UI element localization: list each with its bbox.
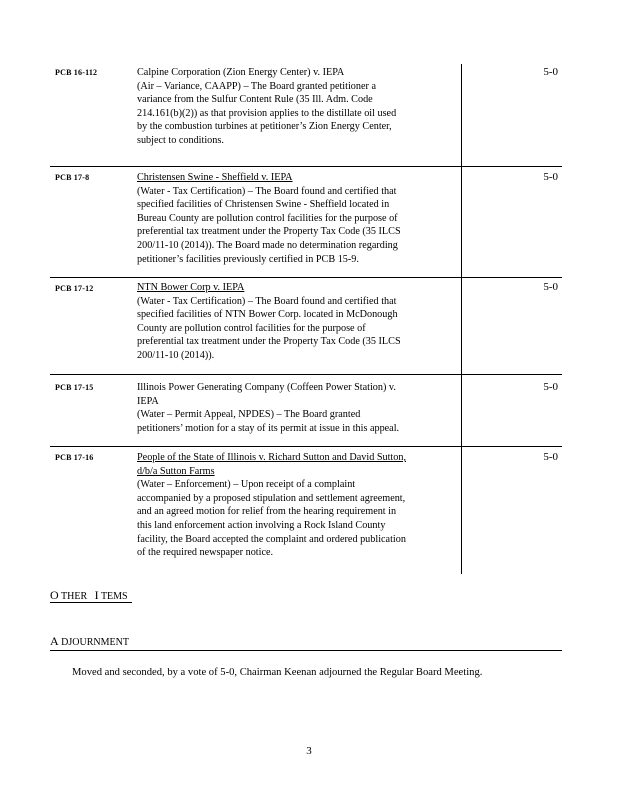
case-table	[50, 64, 562, 574]
case-description	[137, 451, 455, 560]
column-divider	[461, 167, 462, 277]
case-line: (Air – Variance, CAAPP) – The Board granted petitioner a	[137, 80, 376, 92]
vote-result: 5-0	[543, 451, 558, 463]
case-line: variance from the Sulfur Content Rule (35 Ill. Adm. Code	[137, 94, 373, 106]
case-line: by the combustion turbines at petitioner’s Zion Energy Center,	[137, 121, 392, 133]
case-number: PCB 17-8	[55, 173, 90, 182]
case-title: NTN Bower Corp v. IEPA	[137, 282, 245, 293]
column-divider	[461, 375, 462, 446]
case-line: this land enforcement action involving a Rock Island County	[137, 519, 386, 531]
case-line: (Water – Permit Appeal, NPDES) – The Board granted	[137, 409, 361, 421]
case-row	[50, 375, 562, 447]
case-line: of the required newspaper notice.	[137, 547, 274, 559]
vote-result: 5-0	[543, 171, 558, 183]
case-line: (Water – Enforcement) – Upon receipt of a complaint	[137, 479, 356, 491]
case-line: 200/11-10 (2014)).	[137, 349, 215, 361]
case-line: accompanied by a proposed stipulation and settlement agreement,	[137, 492, 406, 504]
vote-result: 5-0	[543, 66, 558, 78]
case-line: (Water - Tax Certification) – The Board found and certified that	[137, 295, 397, 307]
case-line: specified facilities of Christensen Swine - Sheffield located in	[137, 199, 390, 211]
case-row	[50, 447, 562, 574]
case-line: subject to conditions.	[137, 134, 224, 146]
column-divider	[461, 64, 462, 166]
case-description	[137, 171, 455, 266]
column-divider	[461, 447, 462, 574]
case-line: preferential tax treatment under the Property Tax Code (35 ILCS	[137, 336, 401, 348]
case-row	[50, 278, 562, 375]
case-line: specified facilities of NTN Bower Corp. located in McDonough	[137, 309, 398, 321]
case-number: PCB 16-112	[55, 68, 98, 77]
case-line: (Water - Tax Certification) – The Board found and certified that	[137, 185, 397, 197]
case-line: facility, the Board accepted the complaint and ordered publication	[137, 533, 406, 545]
case-line: 214.161(b)(2)) as that provision applies to the distillate oil used	[137, 107, 397, 119]
case-line: preferential tax treatment under the Property Tax Code (35 ILCS	[137, 226, 401, 238]
section-heading-other-items: O THER I TEMS	[50, 588, 128, 602]
vote-result: 5-0	[543, 381, 558, 393]
case-number: PCB 17-15	[55, 383, 94, 392]
section-rule	[50, 650, 562, 651]
case-title: People of the State of Illinois v. Richard Sutton and David Sutton,	[137, 452, 406, 463]
section-underline	[50, 602, 132, 603]
case-description	[137, 281, 455, 363]
case-line: Bureau County are pollution control facilities for the purpose of	[137, 212, 398, 224]
column-divider	[461, 278, 462, 374]
case-title: Illinois Power Generating Company (Coffeen Power Station) v.	[137, 382, 396, 393]
section-heading-adjournment: A DJOURNMENT	[50, 634, 129, 648]
case-line: and an agreed motion for relief from the hearing requirement in	[137, 506, 397, 518]
case-number: PCB 17-16	[55, 453, 94, 462]
case-row	[50, 167, 562, 278]
page-number: 3	[306, 745, 312, 757]
adjournment-text: Moved and seconded, by a vote of 5-0, Chairman Keenan adjourned the Regular Board Meeting.	[72, 667, 483, 678]
case-description	[137, 381, 455, 435]
case-number: PCB 17-12	[55, 284, 94, 293]
case-title: Christensen Swine - Sheffield v. IEPA	[137, 172, 293, 183]
case-title: Calpine Corporation (Zion Energy Center) v. IEPA	[137, 67, 345, 78]
case-line: petitioner’s facilities previously certified in PCB 15-9.	[137, 253, 359, 265]
case-title-continued: d/b/a Sutton Farms	[137, 465, 215, 477]
case-line: 200/11-10 (2014)). The Board made no determination regarding	[137, 239, 398, 251]
case-line: petitioners’ motion for a stay of its permit at issue in this appeal.	[137, 422, 400, 434]
vote-result: 5-0	[543, 281, 558, 293]
case-line: IEPA	[137, 395, 159, 407]
case-line: County are pollution control facilities for the purpose of	[137, 322, 366, 334]
case-row	[50, 64, 562, 167]
case-description	[137, 66, 455, 148]
